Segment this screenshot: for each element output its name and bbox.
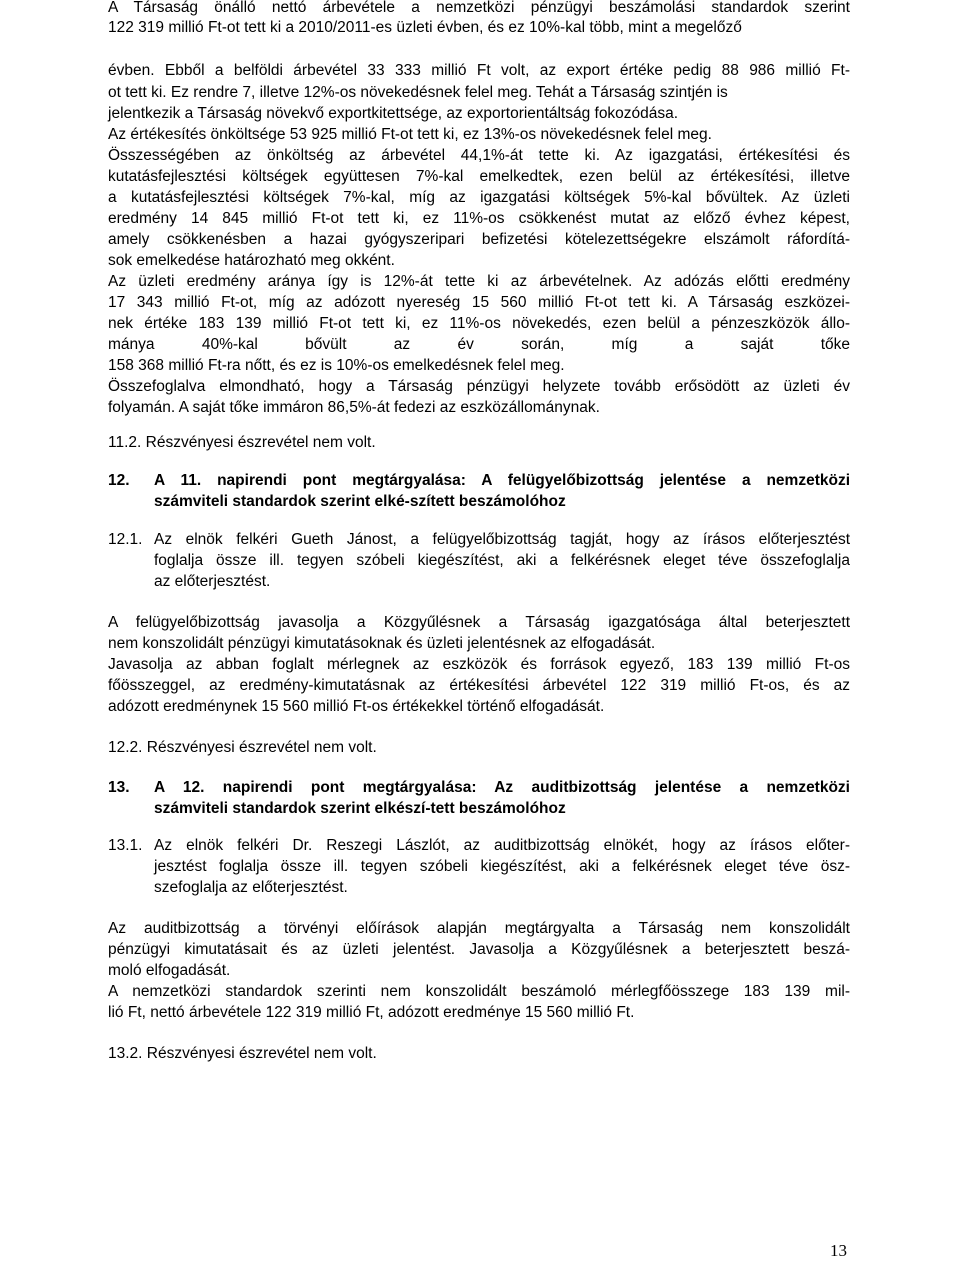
subitem-text-line: foglalja össze ill. tegyen szóbeli kiegészítést, aki a felkérésnek eleget téve összefoglalja [154,552,850,569]
body-text-line: Az értékesítés önköltsége 53 925 millió Ft-ot tett ki, ez 13%-os növekedésnek felel meg. [108,126,712,143]
body-text-line: évben. Ebből a belföldi árbevétel 33 333 millió Ft volt, az export értéke pedig 88 986 millió Ft- [108,62,850,79]
body-text-line: nek értéke 183 139 millió Ft-ot tett ki, ez 11%-os növekedés, ezen belül a pénzeszközök állo- [108,315,850,332]
body-text-line: jelentkezik a Társaság növekvő exportkitettsége, az exportorientáltság fokozódása. [108,105,679,122]
body-text-line: 11.2. Részvényesi észrevétel nem volt. [108,434,376,451]
body-text-line: 122 319 millió Ft-ot tett ki a 2010/2011-es üzleti évben, és ez 10%-kal több, mint a megelőző [108,19,742,36]
section-heading-line: számviteli standardok szerint elkészí-tett beszámolóhoz [154,800,566,817]
body-text-line: ot tett ki. Ez rendre 7, illetve 12%-os növekedésnek felel meg. Tehát a Társaság szintjén is [108,84,728,101]
body-text-line: Javasolja az abban foglalt mérlegnek az eszközök és források egyező, 183 139 millió Ft-os [108,656,850,673]
body-text-line: mánya 40%-kal bővült az év során, míg a saját tőke [108,336,850,353]
subitem-text-line: Az elnök felkéri Gueth Jánost, a felügyelőbizottság tagját, hogy az írásos előterjesztést [154,531,850,548]
section-heading-line: számviteli standardok szerint elké-szített beszámolóhoz [154,493,566,510]
body-text-line: moló elfogadását. [108,962,231,979]
subitem-text-line: az előterjesztést. [154,573,271,590]
body-text-line: kutatásfejlesztési költségek együttesen 7%-kal emelkedtek, ezen belül az értékesítési, illetve [108,168,850,185]
body-text-line: 158 368 millió Ft-ra nőtt, és ez is 10%-os emelkedésnek felel meg. [108,357,565,374]
body-text-line: eredmény 14 845 millió Ft-ot tett ki, ez 11%-os csökkenést mutat az előző évhez képest, [108,210,850,227]
body-text-line: folyamán. A saját tőke immáron 86,5%-át fedezi az eszközállománynak. [108,399,600,416]
body-text-line: A felügyelőbizottság javasolja a Közgyűlésnek a Társaság igazgatósága által beterjesztett [108,614,850,631]
body-text-line: A nemzetközi standardok szerinti nem konszolidált beszámoló mérlegfőösszege 183 139 mil- [108,983,850,1000]
body-text-line: főösszeggel, az eredmény-kimutatásnak az értékesítési árbevétel 122 319 millió Ft-os, és az [108,677,850,694]
section-number: 12. [108,472,130,489]
section-heading-line: A 12. napirendi pont megtárgyalása: Az auditbizottság jelentése a nemzetközi [154,779,850,796]
subitem-text-line: jesztést foglalja össze ill. tegyen szóbeli kiegészítést, aki a felkérésnek eleget téve ösz- [154,858,850,875]
subitem-text-line: Az elnök felkéri Dr. Reszegi Lászlót, az auditbizottság elnökét, hogy az írásos előter- [154,837,850,854]
body-text-line: sok emelkedése határozható meg okként. [108,252,395,269]
section-number: 13. [108,779,130,796]
body-text-line: Összefoglalva elmondható, hogy a Társaság pénzügyi helyzete tovább erősödött az üzleti év [108,378,850,395]
body-text-line: nem konszolidált pénzügyi kimutatásoknak és üzleti jelentésnek az elfogadását. [108,635,656,652]
body-text-line: 17 343 millió Ft-ot, míg az adózott nyereség 15 560 millió Ft-ot tett ki. A Társaság eszközei- [108,294,850,311]
body-text-line: Az üzleti eredmény aránya így is 12%-át tette ki az árbevételnek. Az adózás előtti eredmény [108,273,850,290]
body-text-line: A Társaság önálló nettó árbevétele a nemzetközi pénzügyi beszámolási standardok szerint [108,0,850,16]
body-text-line: Az auditbizottság a törvényi előírások alapján megtárgyalta a Társaság nem konszolidált [108,920,850,937]
body-text-line: pénzügyi kimutatásait és az üzleti jelentést. Javasolja a Közgyűlésnek a beterjesztett beszá- [108,941,850,958]
subitem-text-line: szefoglalja az előterjesztést. [154,879,348,896]
body-text-line: lió Ft, nettó árbevétele 122 319 millió Ft, adózott eredménye 15 560 millió Ft. [108,1004,635,1021]
body-text-line: adózott eredménynek 15 560 millió Ft-os értékekkel történő elfogadását. [108,698,605,715]
body-text-line: Összességében az önköltség az árbevétel 44,1%-át tette ki. Az igazgatási, értékesítési és [108,147,850,164]
body-text-line: 12.2. Részvényesi észrevétel nem volt. [108,739,377,756]
body-text-line: amely csökkenésben a hazai gyógyszeripari befizetési kötelezettségekre elszámolt ráfordítá- [108,231,850,248]
subitem-number: 12.1. [108,531,143,548]
body-text-line: 13.2. Részvényesi észrevétel nem volt. [108,1045,377,1062]
section-heading-line: A 11. napirendi pont megtárgyalása: A felügyelőbizottság jelentése a nemzetközi [154,472,850,489]
subitem-number: 13.1. [108,837,143,854]
page-number: 13 [830,1241,847,1260]
body-text-line: a kutatásfejlesztési költségek 7%-kal, míg az igazgatási költségek 5%-kal bővültek. Az üzleti [108,189,850,206]
